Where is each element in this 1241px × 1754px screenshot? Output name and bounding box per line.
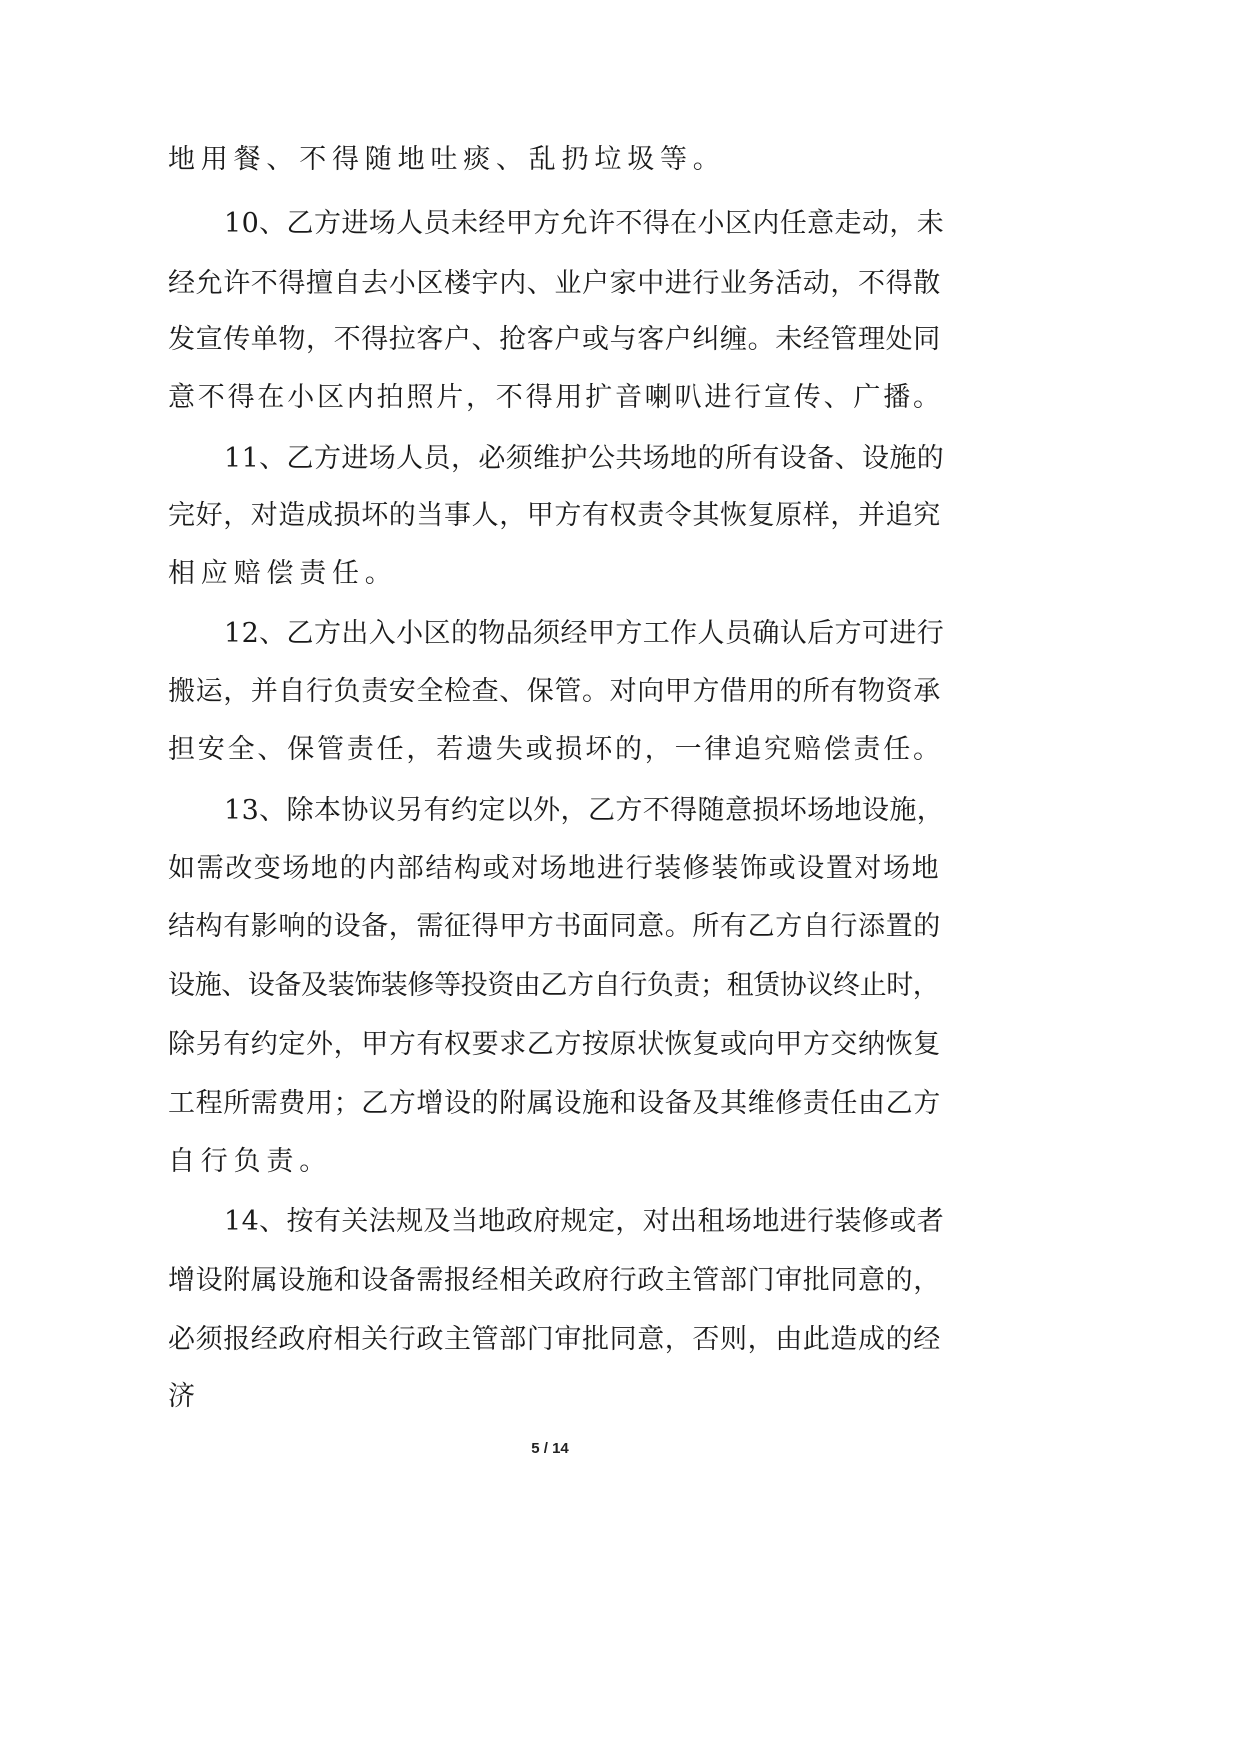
text-line: 意不得在小区内拍照片，不得用扩音喇叭进行宣传、广播。 xyxy=(168,382,943,413)
text-line: 相应赔偿责任。 xyxy=(168,558,398,589)
paragraph-10-line: 10、乙方进场人员未经甲方允许不得在小区内任意走动，未 xyxy=(224,208,945,239)
page-number: 5 / 14 xyxy=(531,1440,569,1457)
text-line: 自行负责。 xyxy=(168,1146,332,1177)
text-line: 发宣传单物，不得拉客户、抢客户或与客户纠缠。未经管理处同 xyxy=(168,324,941,355)
text-line: 搬运，并自行负责安全检查、保管。对向甲方借用的所有物资承 xyxy=(168,676,941,707)
paragraph-11-line: 11、乙方进场人员，必须维护公共场地的所有设备、设施的 xyxy=(224,443,945,474)
text-line: 结构有影响的设备，需征得甲方书面同意。所有乙方自行添置的 xyxy=(168,911,941,942)
paragraph-14-line: 14、按有关法规及当地政府规定，对出租场地进行装修或者 xyxy=(224,1206,945,1237)
text-line: 设施、设备及装饰装修等投资由乙方自行负责；租赁协议终止时， xyxy=(168,970,940,1001)
text-line: 担安全、保管责任，若遗失或损坏的，一律追究赔偿责任。 xyxy=(168,734,943,765)
text-line: 济 xyxy=(168,1381,201,1412)
text-line: 地用餐、不得随地吐痰、乱扔垃圾等。 xyxy=(168,144,726,175)
paragraph-12-line: 12、乙方出入小区的物品须经甲方工作人员确认后方可进行 xyxy=(224,618,945,649)
text-line: 经允许不得擅自去小区楼宇内、业户家中进行业务活动，不得散 xyxy=(168,268,941,299)
text-line: 增设附属设施和设备需报经相关政府行政主管部门审批同意的， xyxy=(168,1265,941,1296)
text-line: 工程所需费用；乙方增设的附属设施和设备及其维修责任由乙方 xyxy=(168,1088,941,1119)
text-line: 完好，对造成损坏的当事人，甲方有权责令其恢复原样，并追究 xyxy=(168,500,941,531)
paragraph-13-line: 13、除本协议另有约定以外，乙方不得随意损坏场地设施， xyxy=(224,795,945,826)
text-line: 除另有约定外，甲方有权要求乙方按原状恢复或向甲方交纳恢复 xyxy=(168,1029,941,1060)
text-line: 必须报经政府相关行政主管部门审批同意，否则，由此造成的经 xyxy=(168,1324,941,1355)
text-line: 如需改变场地的内部结构或对场地进行装修装饰或设置对场地 xyxy=(168,853,941,884)
